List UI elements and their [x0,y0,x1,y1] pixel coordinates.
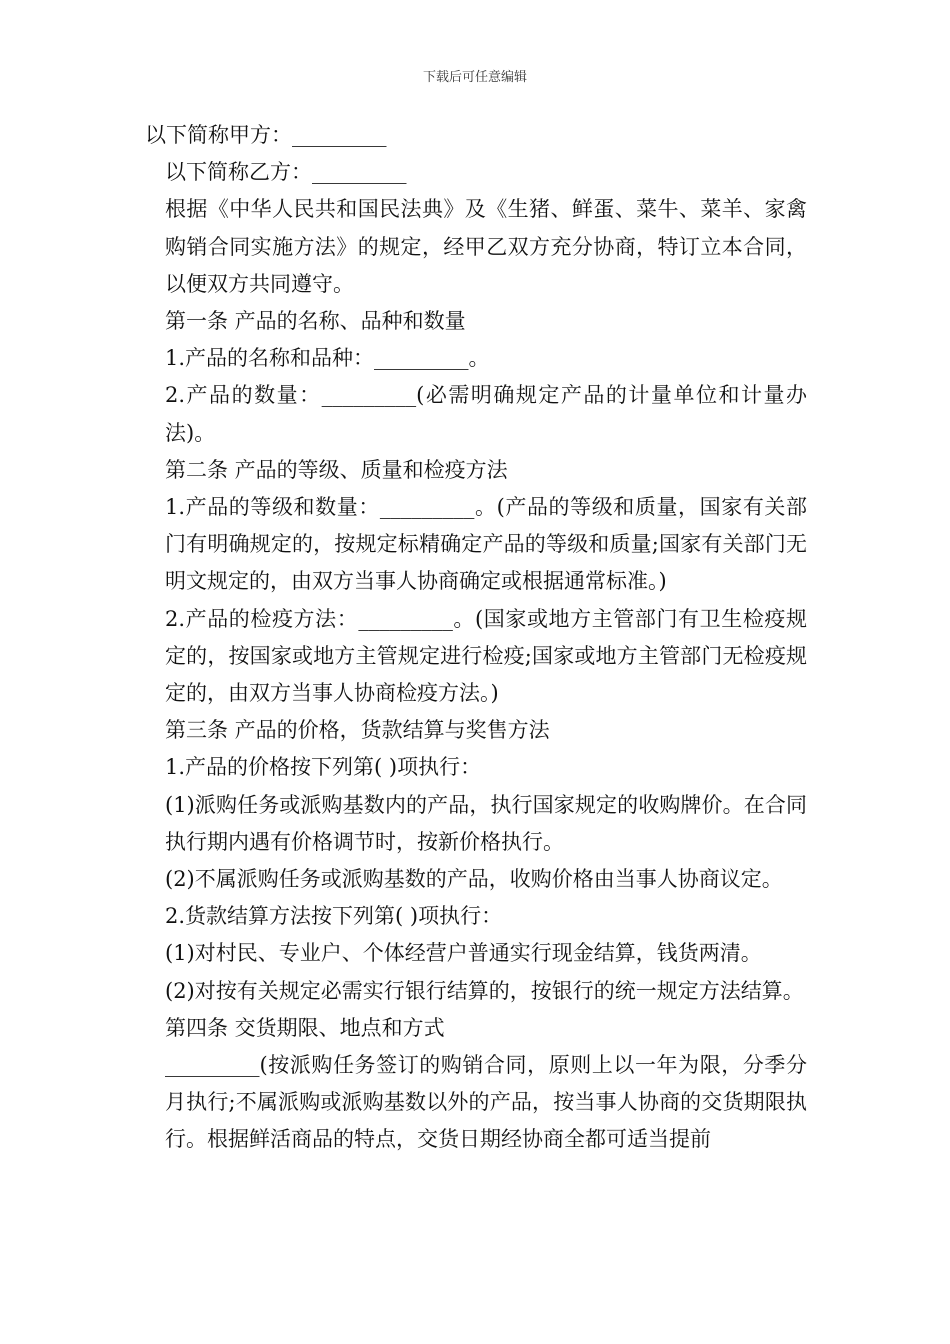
paragraph: 2.产品的检疫方法：_________。(国家或地方主管部门有卫生检疫规定的，按国家或地方主管规定进行检疫;国家或地方主管部门无检疫规定的，由双方当事人协商检疫方法。) [165,606,807,706]
paragraph: (1)对村民、专业户、个体经营户普通实行现金结算，钱货两清。 [165,941,762,966]
page-header: 下载后可任意编辑 [422,70,527,85]
paragraph: 根据《中华人民共和国民法典》及《生猪、鲜蛋、菜牛、菜羊、家禽购销合同实施方法》的规定，经甲乙双方充分协商，特订立本合同，以便双方共同遵守。 [165,197,807,296]
paragraph: 2.产品的数量：_________(必需明确规定产品的计量单位和计量办法)。 [165,383,807,445]
paragraph: 以下简称乙方：_________ [165,160,407,185]
paragraph: 1.产品的等级和数量：_________。(产品的等级和质量，国家有关部门有明确规定的，按规定标精确定产品的等级和质量;国家有关部门无明文规定的，由双方当事人协商确定或根据通常标准。) [165,495,807,594]
section-heading: 第一条 产品的名称、品种和数量 [165,309,466,334]
paragraph: 以下简称甲方：_________ [145,123,387,147]
paragraph: _________(按派购任务签订的购销合同，原则上以一年为限，分季分月执行;不属派购或派购基数以外的产品，按当事人协商的交货期限执行。根据鲜活商品的特点，交货日期经协商全都可适当提前 [165,1053,807,1152]
paragraph: (1)派购任务或派购基数内的产品，执行国家规定的收购牌价。在合同执行期内遇有价格调节时，按新价格执行。 [165,792,807,854]
paragraph: (2)对按有关规定必需实行银行结算的，按银行的统一规定方法结算。 [165,978,804,1003]
section-heading: 第三条 产品的价格，货款结算与奖售方法 [165,718,550,743]
paragraph: 2.货款结算方法按下列第( )项执行： [165,904,503,929]
section-heading: 第四条 交货期限、地点和方式 [165,1015,445,1040]
paragraph: (2)不属派购任务或派购基数的产品，收购价格由当事人协商议定。 [165,867,783,892]
document-body [145,117,807,1159]
section-heading: 第二条 产品的等级、质量和检疫方法 [165,457,508,482]
paragraph: 1.产品的名称和品种：_________。 [165,346,490,371]
paragraph: 1.产品的价格按下列第( )项执行： [165,755,482,780]
